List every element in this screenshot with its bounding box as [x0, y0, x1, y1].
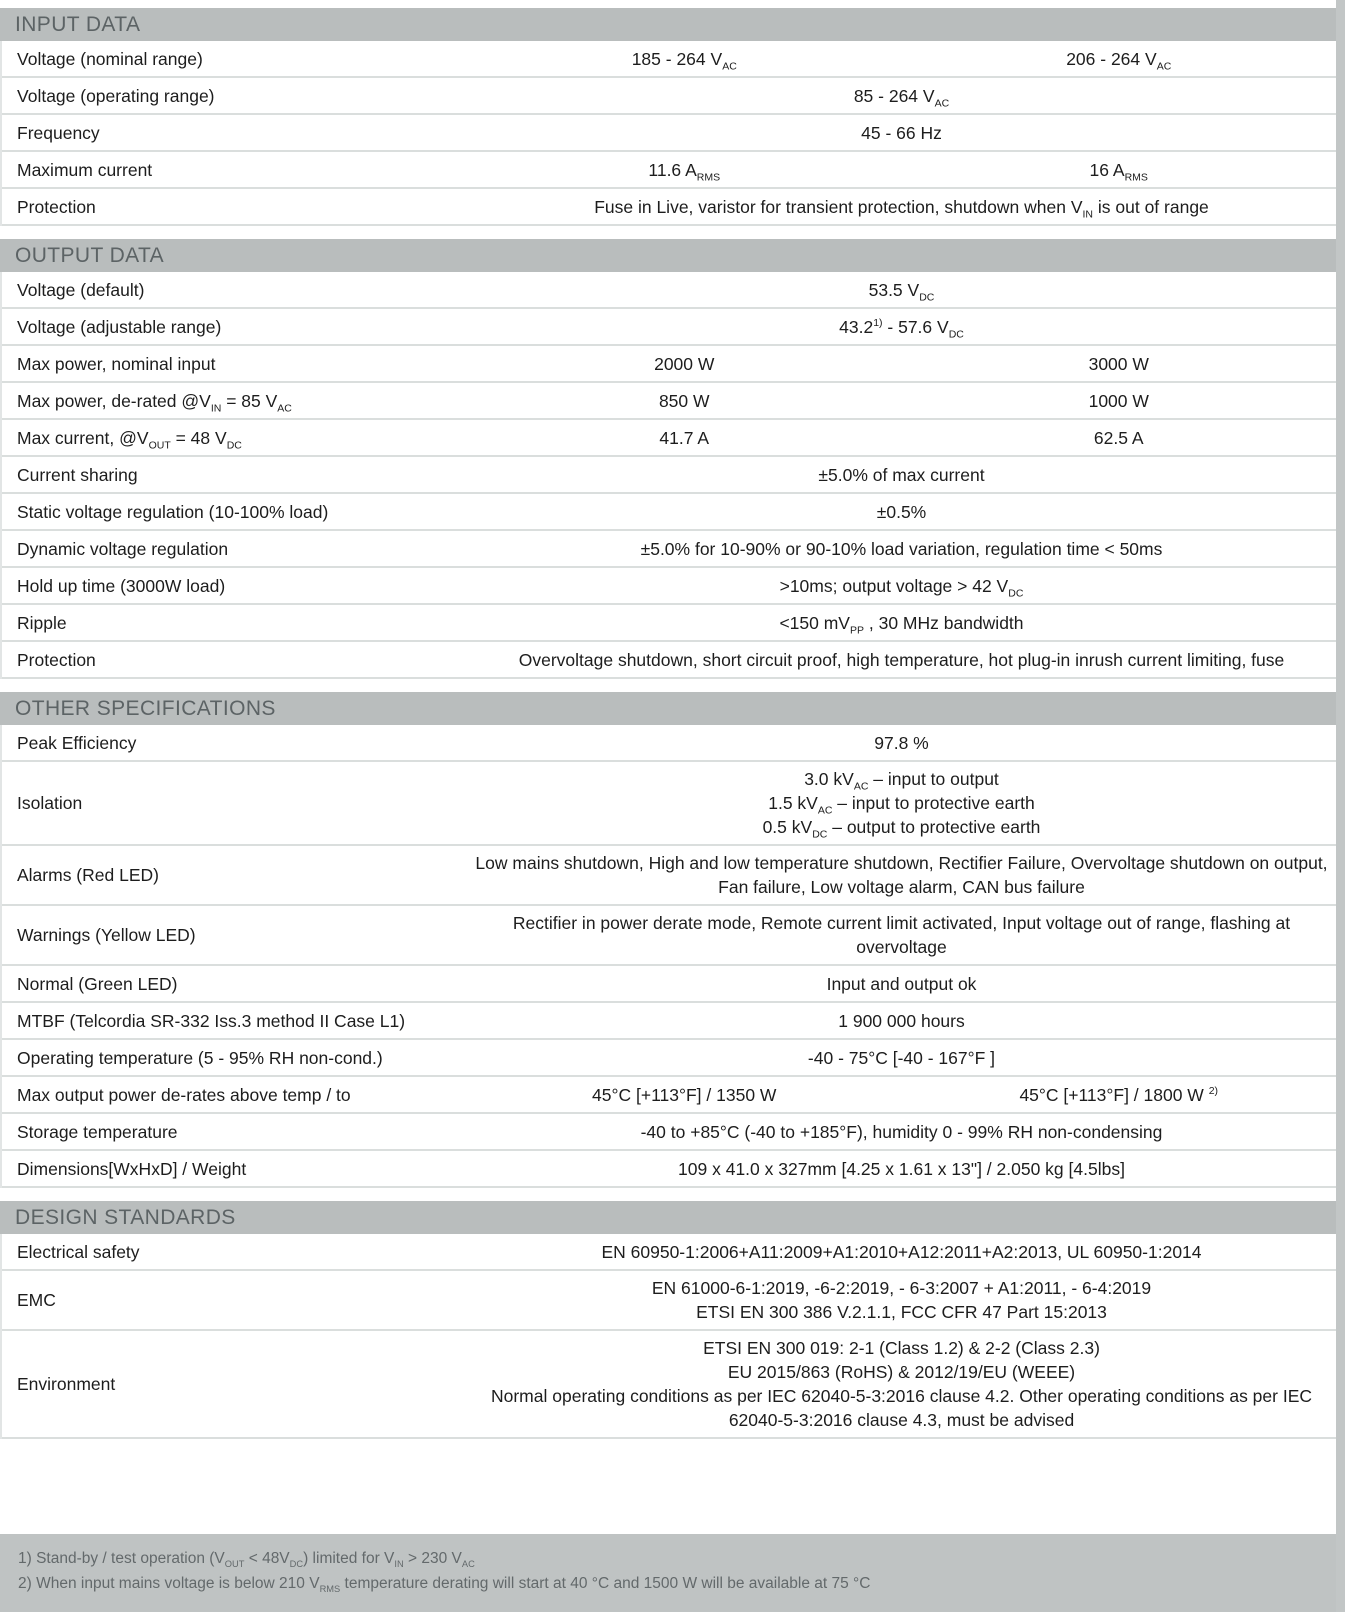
- row-values: [467, 610, 1336, 635]
- section-rows: [0, 1234, 1336, 1439]
- spec-row: [2, 1077, 1336, 1114]
- row-label: Max power, de-rated $@V_{IN} = 85$ $V_{AC}$: [17, 390, 292, 414]
- row-values: [467, 767, 1336, 839]
- row-values: [467, 647, 1336, 672]
- row-value: EN 61000-6-1:2019, -6-2:2019, - 6-3:2007 + A1:2011, - 6-4:2019 ETSI EN 300 386 V.2.1.1, FCC CFR 47 Part 15:2013: [651, 1278, 1152, 1322]
- spec-row: [2, 605, 1336, 642]
- row-values: [467, 351, 1336, 376]
- row-values: [467, 157, 1336, 182]
- row-values: [467, 388, 1336, 413]
- row-label: Normal (Green LED): [17, 973, 178, 994]
- row-value: ETSI EN 300 019: 2-1 (Class 1.2) & 2-2 (Class 2.3) EU 2015/863 (RoHS) & 2012/19/EU (WEEE) Normal operating conditions as per IEC 62040-5-3:2016 clause 4.2. Other operating conditions as per IEC 62040-5-3:2016 clause 4.3, must be advised: [490, 1338, 1313, 1430]
- section-header: DESIGN STANDARDS: [0, 1201, 1336, 1234]
- spec-row: [2, 1040, 1336, 1077]
- row-value: <150 $mV_{PP}$ , 30 MHz bandwidth: [779, 612, 1024, 636]
- row-label: Maximum current: [17, 159, 153, 180]
- spec-row: [2, 846, 1336, 906]
- spec-row: [2, 78, 1336, 115]
- spec-row: [2, 1234, 1336, 1271]
- row-value: Input and output ok: [826, 973, 977, 994]
- row-label: Voltage (operating range): [17, 85, 215, 106]
- row-values: [467, 730, 1336, 755]
- spec-row: [2, 966, 1336, 1003]
- row-label: Frequency: [17, 122, 100, 143]
- spec-row: [2, 189, 1336, 226]
- spec-row: [2, 725, 1336, 762]
- spec-row: [2, 1003, 1336, 1040]
- row-label: Environment: [17, 1374, 116, 1394]
- spec-row: [2, 1271, 1336, 1331]
- footnote-line: 1) Stand-by / test operation $(V_{OUT} < 48V_{DC})$ limited for $V_{IN} > 230$ $V_{AC}$: [18, 1550, 475, 1570]
- row-label: EMC: [17, 1290, 56, 1310]
- spec-section: [0, 239, 1336, 679]
- spec-row: [2, 152, 1336, 189]
- row-label: Dynamic voltage regulation: [17, 538, 229, 559]
- row-label: Dimensions[WxHxD] / Weight: [17, 1158, 247, 1179]
- row-label: Peak Efficiency: [17, 732, 137, 753]
- row-values: [467, 1082, 1336, 1107]
- row-value: 1000 W: [1088, 390, 1149, 411]
- spec-row: [2, 531, 1336, 568]
- row-values: [467, 1336, 1336, 1432]
- row-value: Low mains shutdown, High and low temperature shutdown, Rectifier Failure, Overvoltage shutdown on output, Fan failure, Low voltage alarm, CAN bus failure: [475, 853, 1328, 897]
- row-values: [467, 277, 1336, 302]
- row-values: [467, 1119, 1336, 1144]
- row-values: [467, 462, 1336, 487]
- row-values: [467, 425, 1336, 450]
- spec-row: [2, 457, 1336, 494]
- row-value: ±5.0% for 10-90% or 90-10% load variation, regulation time < 50ms: [640, 538, 1163, 559]
- spec-row: [2, 41, 1336, 78]
- spec-section: [0, 692, 1336, 1188]
- spec-section: [0, 8, 1336, 226]
- row-values: [467, 1045, 1336, 1070]
- section-rows: [0, 41, 1336, 226]
- row-label: Protection: [17, 196, 96, 217]
- row-values: [467, 1276, 1336, 1324]
- spec-row: [2, 272, 1336, 309]
- row-value: Rectifier in power derate mode, Remote current limit activated, Input voltage out of range, flashing at overvoltage: [512, 913, 1291, 957]
- row-label: Voltage (nominal range): [17, 48, 203, 69]
- row-value: 62.5 A: [1093, 427, 1144, 448]
- row-value: -40 to +85°C (-40 to +185°F), humidity 0 - 99% RH non-condensing: [640, 1121, 1163, 1142]
- row-value: 2000 W: [654, 353, 715, 374]
- spec-row: [2, 1151, 1336, 1188]
- row-label: Warnings (Yellow LED): [17, 925, 196, 945]
- spec-row: [2, 762, 1336, 846]
- spec-row: [2, 642, 1336, 679]
- row-values: [467, 1156, 1336, 1181]
- row-value: >10ms; output voltage > 42 $V_{DC}$: [779, 575, 1024, 599]
- row-label: Max power, nominal input: [17, 353, 216, 374]
- section-header: OUTPUT DATA: [0, 239, 1336, 272]
- row-value: 1 900 000 hours: [838, 1010, 965, 1031]
- row-value: ±0.5%: [876, 501, 927, 522]
- row-value: 53.5 $V_{DC}$: [868, 279, 935, 303]
- row-value: 85 - 264 $V_{AC}$: [853, 85, 950, 109]
- row-value: 206 - 264 $V_{AC}$: [1066, 48, 1172, 72]
- row-value: 41.7 A: [659, 427, 710, 448]
- row-label: Ripple: [17, 612, 67, 633]
- row-label: Voltage (adjustable range): [17, 316, 222, 337]
- row-label: Storage temperature: [17, 1121, 178, 1142]
- row-values: [467, 46, 1336, 71]
- section-rows: [0, 725, 1336, 1188]
- row-values: [467, 536, 1336, 561]
- row-value: 45°C [+113°F] / 1800 W $^{2)}$: [1019, 1084, 1219, 1105]
- row-value: -40 - 75°C [-40 - 167°F ]: [807, 1047, 996, 1068]
- row-label: Electrical safety: [17, 1241, 140, 1262]
- spec-row: [2, 346, 1336, 383]
- row-values: [467, 851, 1336, 899]
- section-header: INPUT DATA: [0, 8, 1336, 41]
- row-value: 3000 W: [1088, 353, 1149, 374]
- row-values: [467, 83, 1336, 108]
- footnote-line: 2) When input mains voltage is below 210 $V_{RMS}$ temperature derating will start at 40 °C and 1500 W will be available at 75 °C: [18, 1575, 871, 1595]
- footnotes-band: [0, 1534, 1336, 1612]
- row-value: 43.2$^{1)}$ - 57.6 $V_{DC}$: [839, 316, 964, 340]
- row-values: [467, 911, 1336, 959]
- spec-row: [2, 494, 1336, 531]
- spec-row: [2, 906, 1336, 966]
- row-values: [467, 1239, 1336, 1264]
- row-label: Hold up time (3000W load): [17, 575, 226, 596]
- row-values: [467, 1008, 1336, 1033]
- row-value: 45 - 66 Hz: [861, 122, 942, 143]
- row-value: 97.8 %: [874, 732, 929, 753]
- row-label: Current sharing: [17, 464, 138, 485]
- row-label: Voltage (default): [17, 279, 145, 300]
- section-rows: [0, 272, 1336, 679]
- row-value: Overvoltage shutdown, short circuit proof, high temperature, hot plug-in inrush current limiting, fuse: [518, 649, 1285, 670]
- spec-row: [2, 568, 1336, 605]
- row-values: [467, 971, 1336, 996]
- section-header: OTHER SPECIFICATIONS: [0, 692, 1336, 725]
- row-value: 16 $A_{RMS}$: [1089, 159, 1148, 183]
- row-value: ±5.0% of max current: [818, 464, 985, 485]
- row-label: Max output power de-rates above temp / to: [17, 1084, 351, 1105]
- row-value: 850 W: [658, 390, 710, 411]
- row-value: 109 x 41.0 x 327mm [4.25 x 1.61 x 13"] / 2.050 kg [4.5lbs]: [678, 1158, 1125, 1179]
- spec-row: [2, 383, 1336, 420]
- row-value: 185 - 264 $V_{AC}$: [631, 48, 737, 72]
- row-value: EN 60950-1:2006+A11:2009+A1:2010+A12:2011+A2:2013, UL 60950-1:2014: [601, 1241, 1202, 1262]
- row-label: Max current, $@V_{OUT} = 48$ $V_{DC}$: [17, 427, 242, 451]
- row-label: MTBF (Telcordia SR-332 Iss.3 method II Case L1): [17, 1010, 406, 1031]
- spec-section: [0, 1201, 1336, 1439]
- row-label: Isolation: [17, 793, 83, 813]
- spec-row: [2, 1114, 1336, 1151]
- spec-row: [2, 115, 1336, 152]
- row-label: Static voltage regulation (10-100% load): [17, 501, 329, 522]
- row-value: 45°C [+113°F] / 1350 W: [592, 1084, 777, 1105]
- row-values: [467, 194, 1336, 219]
- spec-row: [2, 1331, 1336, 1439]
- spec-row: [2, 420, 1336, 457]
- row-label: Operating temperature (5 - 95% RH non-cond.): [17, 1047, 383, 1068]
- row-value: Fuse in Live, varistor for transient protection, shutdown when $V_{IN}$ is out of range: [594, 196, 1209, 220]
- row-values: [467, 499, 1336, 524]
- row-value: 11.6 $A_{RMS}$: [648, 159, 721, 183]
- row-value: 3.0 $kV_{AC}$ – input to output 1.5 $kV_{AC}$ – input to protective earth 0.5 $kV_{DC}$ – output to protective earth: [762, 769, 1041, 841]
- row-values: [467, 314, 1336, 339]
- spec-row: [2, 309, 1336, 346]
- row-values: [467, 120, 1336, 145]
- row-label: Protection: [17, 649, 96, 670]
- row-label: Alarms (Red LED): [17, 865, 159, 885]
- row-values: [467, 573, 1336, 598]
